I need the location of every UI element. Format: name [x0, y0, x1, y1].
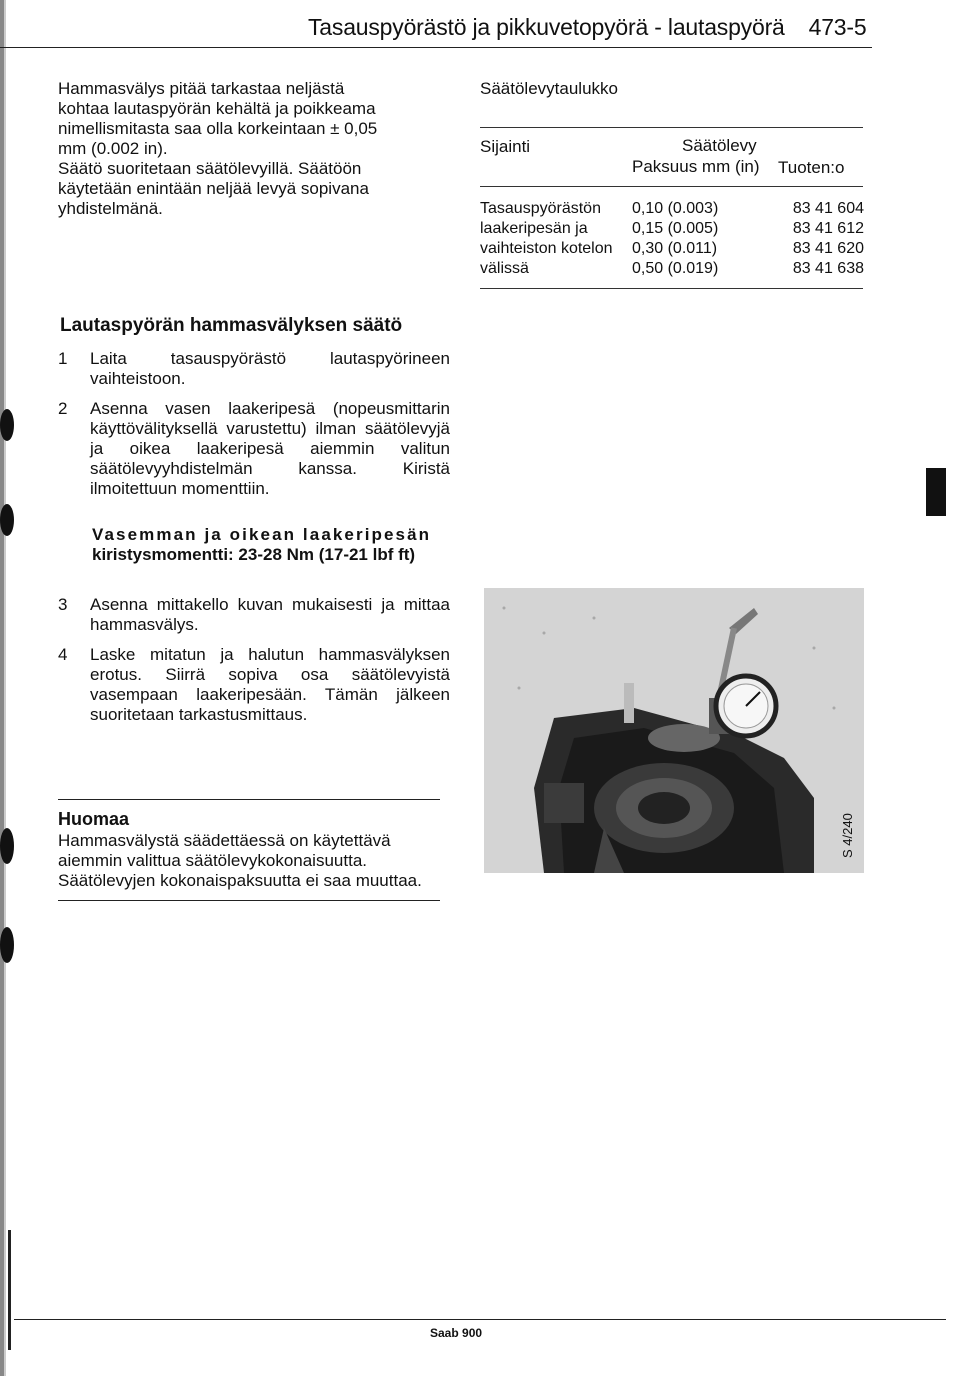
step-text: Laita tasauspyörästö lautaspyörineen vaihteistoon.	[90, 349, 450, 388]
part-number-value: 83 41 638	[792, 260, 864, 277]
location-line: vaihteiston kotelon	[480, 240, 613, 257]
step-text: Asenna mittakello kuvan mukaisesti ja mittaa hammasvälys.	[90, 595, 450, 634]
page-edge-mark	[926, 468, 946, 516]
table-thickness-column	[632, 199, 752, 279]
binding-edge-shadow	[0, 0, 14, 1376]
step-text: Asenna vasen laakeripesä (nopeusmittarin käyttövälityksellä varustettu) ilman säätölevyjä ja oikea laakeripesä aiemmin valitun säätölevyyhdistelmän kanssa. Kiristä ilmoitettuun momenttiin.	[90, 399, 450, 498]
location-line: välissä	[480, 260, 529, 277]
section-heading: Lautaspyörän hammasvälyksen säätö	[60, 315, 403, 336]
step-item	[58, 349, 450, 389]
step-item	[58, 645, 450, 725]
step-item	[58, 399, 450, 499]
step-item	[58, 595, 450, 635]
step-text: Laske mitatun ja halutun hammasvälyksen erotus. Siirrä sopiva osa säätölevyistä vasempaan laakeripesään. Tämän jälkeen suoritetaan tarkastusmittaus.	[90, 645, 450, 724]
footer-model: Saab 900	[430, 1326, 483, 1340]
part-number-value: 83 41 612	[792, 220, 864, 237]
step-number: 1	[58, 349, 68, 368]
location-line: Tasauspyörästön	[480, 200, 601, 217]
dial-gauge-setup-photo	[484, 588, 864, 873]
col-header-shim: Säätölevy	[682, 136, 757, 155]
step-number: 2	[58, 399, 68, 418]
table-bottom-rule	[480, 288, 863, 289]
part-number-value: 83 41 604	[792, 200, 864, 217]
footer-rule	[14, 1319, 946, 1320]
col-header-part-number: Tuoten:o	[778, 158, 845, 177]
intro-paragraph-1: Hammasvälys pitää tarkastaa neljästä kohtaa lautaspyörän kehältä ja poikkeama nimellismitasta saa olla korkeintaan ± 0,05 mm (0.002 in).	[58, 79, 378, 158]
note-text: Hammasvälystä säädettäessä on käytettävä aiemmin valittua säätölevykokonaisuutta. Säätölevyjen kokonaispaksuutta ei saa muuttaa.	[58, 831, 422, 890]
part-number-value: 83 41 620	[792, 240, 864, 257]
col-header-thickness: Paksuus mm (in)	[632, 157, 760, 176]
thickness-value: 0,50 (0.019)	[632, 260, 719, 277]
col-header-location: Sijainti	[480, 137, 531, 156]
header-rule	[0, 47, 872, 48]
torque-line-2: kiristysmomentti: 23-28 Nm (17-21 lbf ft)	[92, 545, 416, 564]
page-header	[308, 14, 866, 41]
torque-specification	[92, 525, 452, 565]
torque-line-1: Vasemman ja oikean laakeripesän	[92, 525, 432, 544]
step-number: 3	[58, 595, 68, 614]
thickness-value: 0,30 (0.011)	[632, 240, 718, 257]
thickness-value: 0,15 (0.005)	[632, 220, 719, 237]
table-top-rule	[480, 127, 863, 128]
note-heading: Huomaa	[58, 809, 130, 829]
table-part-number-column	[782, 199, 864, 279]
table-location-cell	[480, 199, 630, 279]
header-title: Tasauspyörästö ja pikkuvetopyörä - lautaspyörä	[308, 14, 785, 40]
note-bottom-rule	[58, 900, 440, 901]
thickness-value: 0,10 (0.003)	[632, 200, 719, 217]
table-caption: Säätölevytaulukko	[480, 79, 618, 98]
location-line: laakeripesän ja	[480, 220, 588, 237]
note-top-rule	[58, 799, 440, 800]
figure-code: S 4/240	[840, 813, 855, 858]
table-header-rule	[480, 186, 863, 187]
step-number: 4	[58, 645, 68, 664]
page-number: 473-5	[808, 14, 867, 40]
intro-paragraph-2: Säätö suoritetaan säätölevyillä. Säätöön käytetään enintään neljää levyä sopivana yhdistelmänä.	[58, 159, 369, 218]
